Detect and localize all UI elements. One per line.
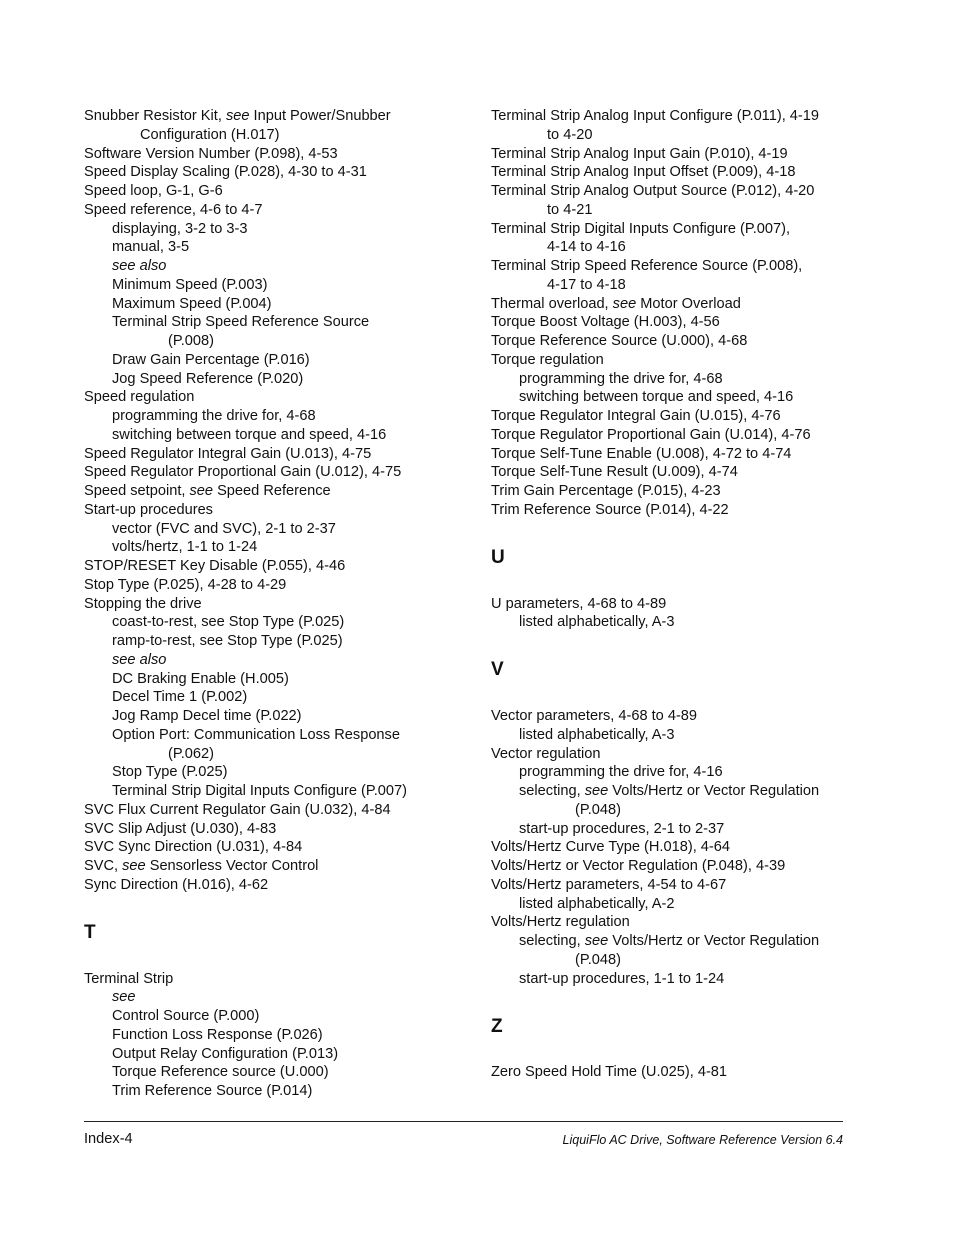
index-entry-continuation [491,801,861,820]
index-entry-continuation [491,126,861,145]
entry-text: (P.008) [168,333,214,349]
entry-text: Output Relay Configuration (P.013) [112,1045,339,1062]
index-entry [491,445,861,464]
see-reference: see [612,295,637,312]
entry-text: 4-17 to 4-18 [547,276,626,293]
see-reference: see [225,108,250,124]
index-subentry [84,688,469,707]
index-entry [491,595,861,614]
entry-text: Terminal Strip Analog Input Configure (P.011), 4-19 [491,108,820,124]
entry-text: Stop Type (P.025), 4-28 to 4-29 [84,576,287,593]
index-entry [84,820,469,839]
entry-text: Speed reference, 4-6 to 4-7 [84,201,263,218]
entry-text: 4-14 to 4-16 [547,239,626,256]
index-entry [491,257,861,276]
entry-text: Volts/Hertz regulation [491,914,630,931]
see-reference: see [584,933,609,949]
index-subentry [84,613,469,632]
entry-text: programming the drive for, 4-68 [519,370,723,387]
entry-text: SVC Slip Adjust (U.030), 4-83 [84,820,277,837]
index-entry [491,838,861,857]
entry-text: Volts/Hertz or Vector Regulation [608,933,820,949]
entry-text: manual, 3-5 [112,239,190,256]
index-subentry [491,782,861,801]
entry-text: Torque Regulator Proportional Gain (U.014), 4-76 [491,426,811,443]
entry-text: programming the drive for, 4-16 [519,764,723,781]
index-entry-continuation [491,276,861,295]
index-entry [84,201,469,220]
entry-text: Terminal Strip Digital Inputs Configure (P.007) [112,783,407,799]
entry-text: STOP/RESET Key Disable (P.055), 4-46 [84,558,346,574]
index-entry [84,838,469,857]
entry-text: (P.048) [575,801,621,818]
entry-text: listed alphabetically, A-3 [519,726,675,743]
index-entry [491,913,861,932]
index-column-left [84,107,469,1101]
index-subentry [84,538,469,557]
entry-text: Vector regulation [491,745,601,762]
see-reference: see [584,783,609,799]
index-subentry [491,932,861,951]
index-subentry [84,651,469,670]
entry-text: Speed Regulator Proportional Gain (U.012), 4-75 [84,464,402,481]
index-entry [84,501,469,520]
entry-text: Speed loop, G-1, G-6 [84,183,223,199]
entry-text: Stopping the drive [84,595,202,612]
index-entry [491,482,861,501]
index-column-right [491,107,861,1082]
index-subentry [84,1045,469,1064]
entry-text: Terminal Strip Speed Reference Source [112,314,370,331]
entry-text: Start-up procedures [84,501,213,518]
index-entry [491,426,861,445]
entry-text: SVC, [84,858,123,874]
entry-text: Torque regulation [491,351,604,368]
entry-text: Stop Type (P.025) [112,764,228,781]
index-entry [491,876,861,895]
index-entry [84,145,469,164]
index-subentry [84,351,469,370]
see-reference: see [189,483,214,499]
index-subentry [84,238,469,257]
index-subentry [491,895,861,914]
entry-text: Torque Self-Tune Result (U.009), 4-74 [491,464,738,481]
index-subentry [84,763,469,782]
entry-text: Trim Reference Source (P.014) [112,1083,313,1099]
index-entry [491,707,861,726]
page-number: Index-4 [84,1131,133,1147]
entry-text: Minimum Speed (P.003) [112,276,268,293]
index-entry [491,220,861,239]
entry-text: Trim Reference Source (P.014), 4-22 [491,501,729,518]
entry-text: Torque Boost Voltage (H.003), 4-56 [491,314,720,331]
entry-text: Trim Gain Percentage (P.015), 4-23 [491,483,721,499]
entry-text: Speed regulation [84,389,195,406]
index-subentry [84,295,469,314]
entry-text: programming the drive for, 4-68 [112,408,316,424]
entry-text: (P.048) [575,951,621,968]
entry-text: Vector parameters, 4-68 to 4-89 [491,708,698,724]
entry-text: Control Source (P.000) [112,1008,260,1024]
entry-text: DC Braking Enable (H.005) [112,670,289,687]
index-subentry [84,670,469,689]
index-entry [84,445,469,464]
document-title: LiquiFlo AC Drive, Software Reference Version 6.4 [562,1133,843,1147]
entry-text: displaying, 3-2 to 3-3 [112,220,248,237]
index-entry [491,107,861,126]
index-entry [84,970,469,989]
index-subentry [84,220,469,239]
entry-text: Jog Ramp Decel time (P.022) [112,708,302,724]
index-entry-continuation [491,201,861,220]
index-entry [491,313,861,332]
entry-text: Sensorless Vector Control [145,858,319,874]
entry-text: Terminal Strip [84,970,174,987]
index-subentry [491,388,861,407]
see-reference: see also [112,651,167,668]
entry-text: start-up procedures, 1-1 to 1-24 [519,970,725,987]
index-subentry [84,632,469,651]
entry-text: Volts/Hertz or Vector Regulation [608,783,820,799]
section-letter: V [491,659,504,681]
entry-text: volts/hertz, 1-1 to 1-24 [112,539,258,556]
entry-text: Thermal overload, [491,295,613,312]
entry-text: U parameters, 4-68 to 4-89 [491,595,667,612]
entry-text: selecting, [519,933,585,949]
entry-text: Input Power/Snubber [249,108,391,124]
entry-text: listed alphabetically, A-3 [519,614,675,631]
entry-text: Snubber Resistor Kit, [84,108,226,124]
entry-text: Jog Speed Reference (P.020) [112,370,304,387]
index-entry-continuation [84,332,469,351]
entry-text: Torque Self-Tune Enable (U.008), 4-72 to 4-74 [491,445,792,462]
see-reference: see [112,989,136,1006]
section-letter: Z [491,1015,503,1037]
entry-text: Speed Display Scaling (P.028), 4-30 to 4-31 [84,164,367,181]
index-subentry [84,1007,469,1026]
entry-text: Torque Reference Source (U.000), 4-68 [491,333,748,349]
entry-text: Terminal Strip Speed Reference Source (P.008), [491,258,803,274]
section-heading [491,988,861,1063]
index-entry [84,463,469,482]
index-subentry [84,257,469,276]
index-entry-continuation [491,238,861,257]
index-entry-continuation [491,951,861,970]
index-entry [491,745,861,764]
index-subentry [84,988,469,1007]
entry-text: listed alphabetically, A-2 [519,895,675,912]
index-subentry [84,782,469,801]
index-entry [84,163,469,182]
entry-text: Sync Direction (H.016), 4-62 [84,876,269,893]
entry-text: Function Loss Response (P.026) [112,1026,323,1043]
entry-text: (P.062) [168,745,214,762]
index-entry [84,576,469,595]
index-entry [491,182,861,201]
entry-text: SVC Flux Current Regulator Gain (U.032), 4-84 [84,801,391,818]
entry-text: Torque Reference source (U.000) [112,1064,329,1081]
entry-text: vector (FVC and SVC), 2-1 to 2-37 [112,520,336,537]
entry-text: switching between torque and speed, 4-16 [112,426,387,443]
entry-text: Motor Overload [636,295,741,312]
index-entry [491,332,861,351]
index-entry [84,857,469,876]
index-subentry [84,407,469,426]
entry-text: Terminal Strip Analog Input Offset (P.009), 4-18 [491,164,796,181]
index-entry [491,407,861,426]
entry-text: to 4-20 [547,126,593,143]
index-entry [84,876,469,895]
entry-text: Configuration (H.017) [140,126,280,143]
entry-text: Terminal Strip Digital Inputs Configure (P.007), [491,220,791,237]
index-entry [84,595,469,614]
index-subentry [84,313,469,332]
entry-text: to 4-21 [547,201,593,218]
index-subentry [491,613,861,632]
entry-text: coast-to-rest, see Stop Type (P.025) [112,614,345,631]
entry-text: Software Version Number (P.098), 4-53 [84,145,338,162]
section-heading [491,632,861,707]
index-subentry [491,726,861,745]
see-reference: see also [112,258,167,274]
entry-text: Speed Reference [213,483,331,499]
section-letter: U [491,546,505,568]
index-entry [84,388,469,407]
index-subentry [84,426,469,445]
entry-text: Zero Speed Hold Time (U.025), 4-81 [491,1064,728,1081]
entry-text: selecting, [519,783,585,799]
entry-text: Torque Regulator Integral Gain (U.015), 4-76 [491,408,781,424]
index-entry [84,557,469,576]
index-entry-continuation [84,126,469,145]
see-reference: see [122,858,146,874]
index-subentry [84,1063,469,1082]
index-entry [84,107,469,126]
index-entry [491,295,861,314]
index-subentry [491,820,861,839]
entry-text: Maximum Speed (P.004) [112,295,272,312]
entry-text: SVC Sync Direction (U.031), 4-84 [84,839,303,856]
index-subentry [84,726,469,745]
index-entry [84,801,469,820]
index-entry [491,145,861,164]
index-entry [491,351,861,370]
entry-text: Draw Gain Percentage (P.016) [112,351,310,368]
index-entry [491,1063,861,1082]
entry-text: Speed setpoint, [84,483,190,499]
section-heading [84,895,469,970]
entry-text: start-up procedures, 2-1 to 2-37 [519,820,725,837]
index-subentry [84,1082,469,1101]
index-entry [491,163,861,182]
entry-text: Option Port: Communication Loss Response [112,726,400,743]
index-subentry [84,1026,469,1045]
entry-text: Volts/Hertz Curve Type (H.018), 4-64 [491,839,731,856]
index-subentry [84,370,469,389]
entry-text: Speed Regulator Integral Gain (U.013), 4-75 [84,445,372,462]
index-subentry [84,520,469,539]
index-entry [491,463,861,482]
entry-text: Volts/Hertz or Vector Regulation (P.048), 4-39 [491,858,786,874]
entry-text: Volts/Hertz parameters, 4-54 to 4-67 [491,876,727,893]
section-letter: T [84,921,96,943]
index-subentry [84,276,469,295]
entry-text: switching between torque and speed, 4-16 [519,389,794,406]
index-entry [491,857,861,876]
index-entry-continuation [84,745,469,764]
entry-text: ramp-to-rest, see Stop Type (P.025) [112,633,343,649]
entry-text: Decel Time 1 (P.002) [112,689,248,706]
index-entry [84,182,469,201]
footer-rule [84,1121,843,1122]
entry-text: Terminal Strip Analog Input Gain (P.010), 4-19 [491,145,788,162]
index-subentry [84,707,469,726]
entry-text: Terminal Strip Analog Output Source (P.012), 4-20 [491,183,815,199]
index-subentry [491,970,861,989]
section-heading [491,520,861,595]
index-subentry [491,763,861,782]
index-subentry [491,370,861,389]
index-entry [84,482,469,501]
index-entry [491,501,861,520]
